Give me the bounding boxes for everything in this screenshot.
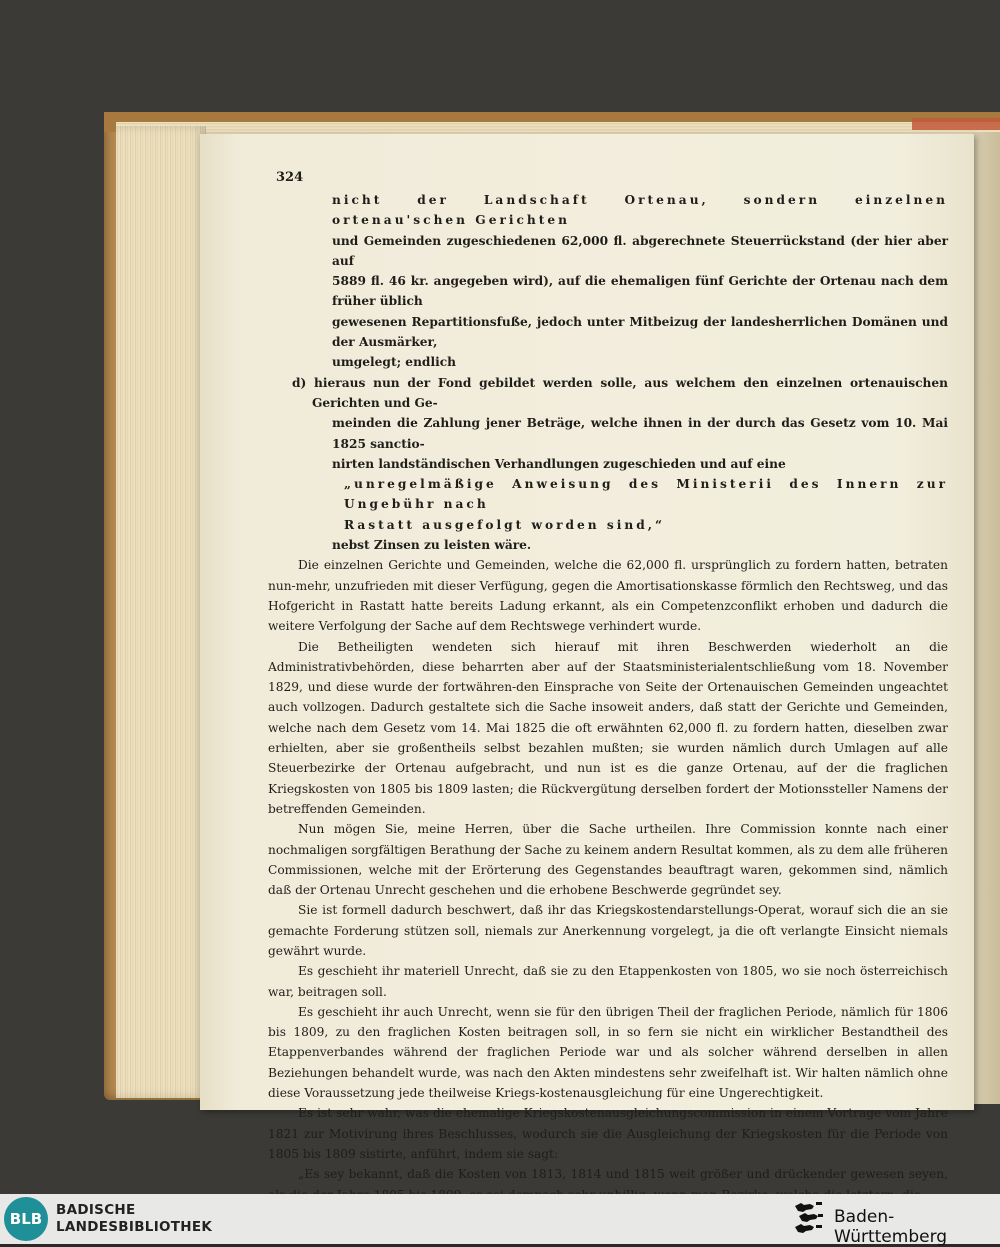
footer-bar — [0, 1194, 1000, 1247]
blb-logo[interactable]: BLB — [4, 1197, 48, 1241]
text-line: nebst Zinsen zu leisten wäre. — [332, 538, 532, 553]
library-name[interactable] — [56, 1202, 212, 1236]
text-line: nirten landständischen Verhandlungen zugeschieden und auf eine — [332, 456, 786, 471]
text-line: meinden die Zahlung jener Beträge, welche ihnen in der durch das Gesetz vom 10. Mai 1825 sanctio- — [332, 416, 948, 451]
list-item-d: d) hieraus nun der Fond gebildet werden solle, aus welchem den einzelnen ortenauischen Gerichten und Ge- — [292, 375, 948, 410]
page-text — [268, 168, 948, 1205]
text-line: nicht der Landschaft Ortenau, sondern einzelnen ortenau'schen Gerichten — [332, 193, 948, 228]
quoted-line: Rastatt ausgefolgt worden sind,“ — [344, 517, 666, 532]
page-edge-right — [972, 132, 1000, 1104]
paragraph: Es ist sehr wahr, was die ehemalige Kriegskostenausgleichungscommission in einem Vortrage vom Jahre 1821 zur Motivirung ihres Beschlusses, wodurch sie die Ausgleichung der Kriegskosten für die Periode von 1805 bis 1809 sistirte, anführt, indem sie sagt: — [268, 1106, 948, 1161]
state-name[interactable]: Baden-Württemberg — [834, 1207, 948, 1247]
quoted-line: „unregelmäßige Anweisung des Ministerii des Innern zur Ungebühr nach — [344, 477, 948, 512]
text-line: 5889 fl. 46 kr. angegeben wird), auf die ehemaligen fünf Gerichte der Ortenau nach dem früher üblich — [332, 274, 948, 309]
text-line: und Gemeinden zugeschiedenen 62,000 fl. abgerechnete Steuerrückstand (der hier aber auf — [332, 233, 948, 268]
text-line: umgelegt; endlich — [332, 355, 456, 370]
page-number: 324 — [276, 170, 304, 185]
paragraph: Es geschieht ihr auch Unrecht, wenn sie für den übrigen Theil der fraglichen Periode, nämlich für 1806 bis 1809, zu den fraglichen Kosten beitragen soll, in so fern sie nicht ein wirklicher Bestandtheil des Etappenverbandes während der fraglichen Periode war und als solcher während derselben in allen Beziehungen behandelt wurde, was nach den Akten mindestens sehr zweifelhaft ist. Wir halten nämlich ohne diese Voraussetzung jede theilweise Kriegs-kostenausgleichung für eine Ungerechtigkeit. — [268, 1004, 948, 1101]
paragraph: Die einzelnen Gerichte und Gemeinden, welche die 62,000 fl. ursprünglich zu fordern hatten, betraten nun-mehr, unzufrieden mit dieser Verfügung, gegen die Amortisationskasse förmlich den Rechtsweg, und das Hofgericht in Rastatt hatte bereits Ladung erkannt, als ein Competenzconflikt erhoben und dadurch die weitere Verfolgung der Sache auf dem Rechtswege verhindert wurde. — [268, 558, 948, 634]
quoted-paragraph: „Es sey bekannt, daß die Kosten von 1813, 1814 und 1815 weit größer und drückender gewesen seyen, — [298, 1167, 948, 1182]
red-page-edge — [912, 118, 1000, 130]
text-line: gewesenen Repartitionsfuße, jedoch unter Mitbeizug der landesherrlichen Domänen und der Ausmärker, — [332, 314, 948, 350]
paragraph: Es geschieht ihr materiell Unrecht, daß sie zu den Etappenkosten von 1805, wo sie noch österreichisch war, beitragen soll. — [268, 964, 948, 999]
library-name-line1: BADISCHE — [56, 1202, 136, 1218]
baden-wuerttemberg-lions-icon — [792, 1200, 824, 1238]
paragraph: Sie ist formell dadurch beschwert, daß ihr das Kriegskostendarstellungs-Operat, worauf sich die an sie gemachte Forderung stützen soll, niemals zur Anerkennung vorgelegt, ja die oft verlangte Einsicht niemals gewährt wurde. — [268, 903, 948, 958]
page-edges-left — [116, 126, 206, 1098]
library-name-line2: LANDESBIBLIOTHEK — [56, 1219, 213, 1235]
continuation-block — [332, 190, 948, 373]
paragraph: Die Betheiligten wendeten sich hierauf mit ihren Beschwerden wiederholt an die Administrativbehörden, diese beharrten aber auf der Staatsministerialentschließung vom 18. November 1829, und diese wurde der fortwähren-den Einsprache von Seite der Ortenauischen Gemeinden ungeachtet auch vollzogen. Dadurch gestaltete sich die Sache insoweit anders, daß statt der Gerichte und Gemeinden, welche nach dem Gesetz vom 14. Mai 1825 die oft erwähnten 62,000 fl. zu fordern hatten, dieselben zwar erhielten, aber sie großentheils selbst bezahlen mußten; sie wurden nämlich durch Umlagen auf alle Steuerbezirke der Ortenau aufgebracht, und nun ist es die ganze Ortenau, auf der die fraglichen Kriegskosten von 1805 bis 1809 lasten; die Rückvergütung derselben fordert der Motionssteller Namens der betreffenden Gemeinden. — [268, 639, 948, 816]
paragraph: Nun mögen Sie, meine Herren, über die Sache urtheilen. Ihre Commission konnte nach einer nochmaligen sorgfältigen Berathung der Sache zu keinem andern Resultat kommen, als zu dem alle früheren Commissionen, welche mit der Erörterung des Gegenstandes beauftragt waren, gekommen sind, nämlich daß der Ortenau Unrecht geschehen und die erhobene Beschwerde gegründet sey. — [268, 822, 948, 898]
